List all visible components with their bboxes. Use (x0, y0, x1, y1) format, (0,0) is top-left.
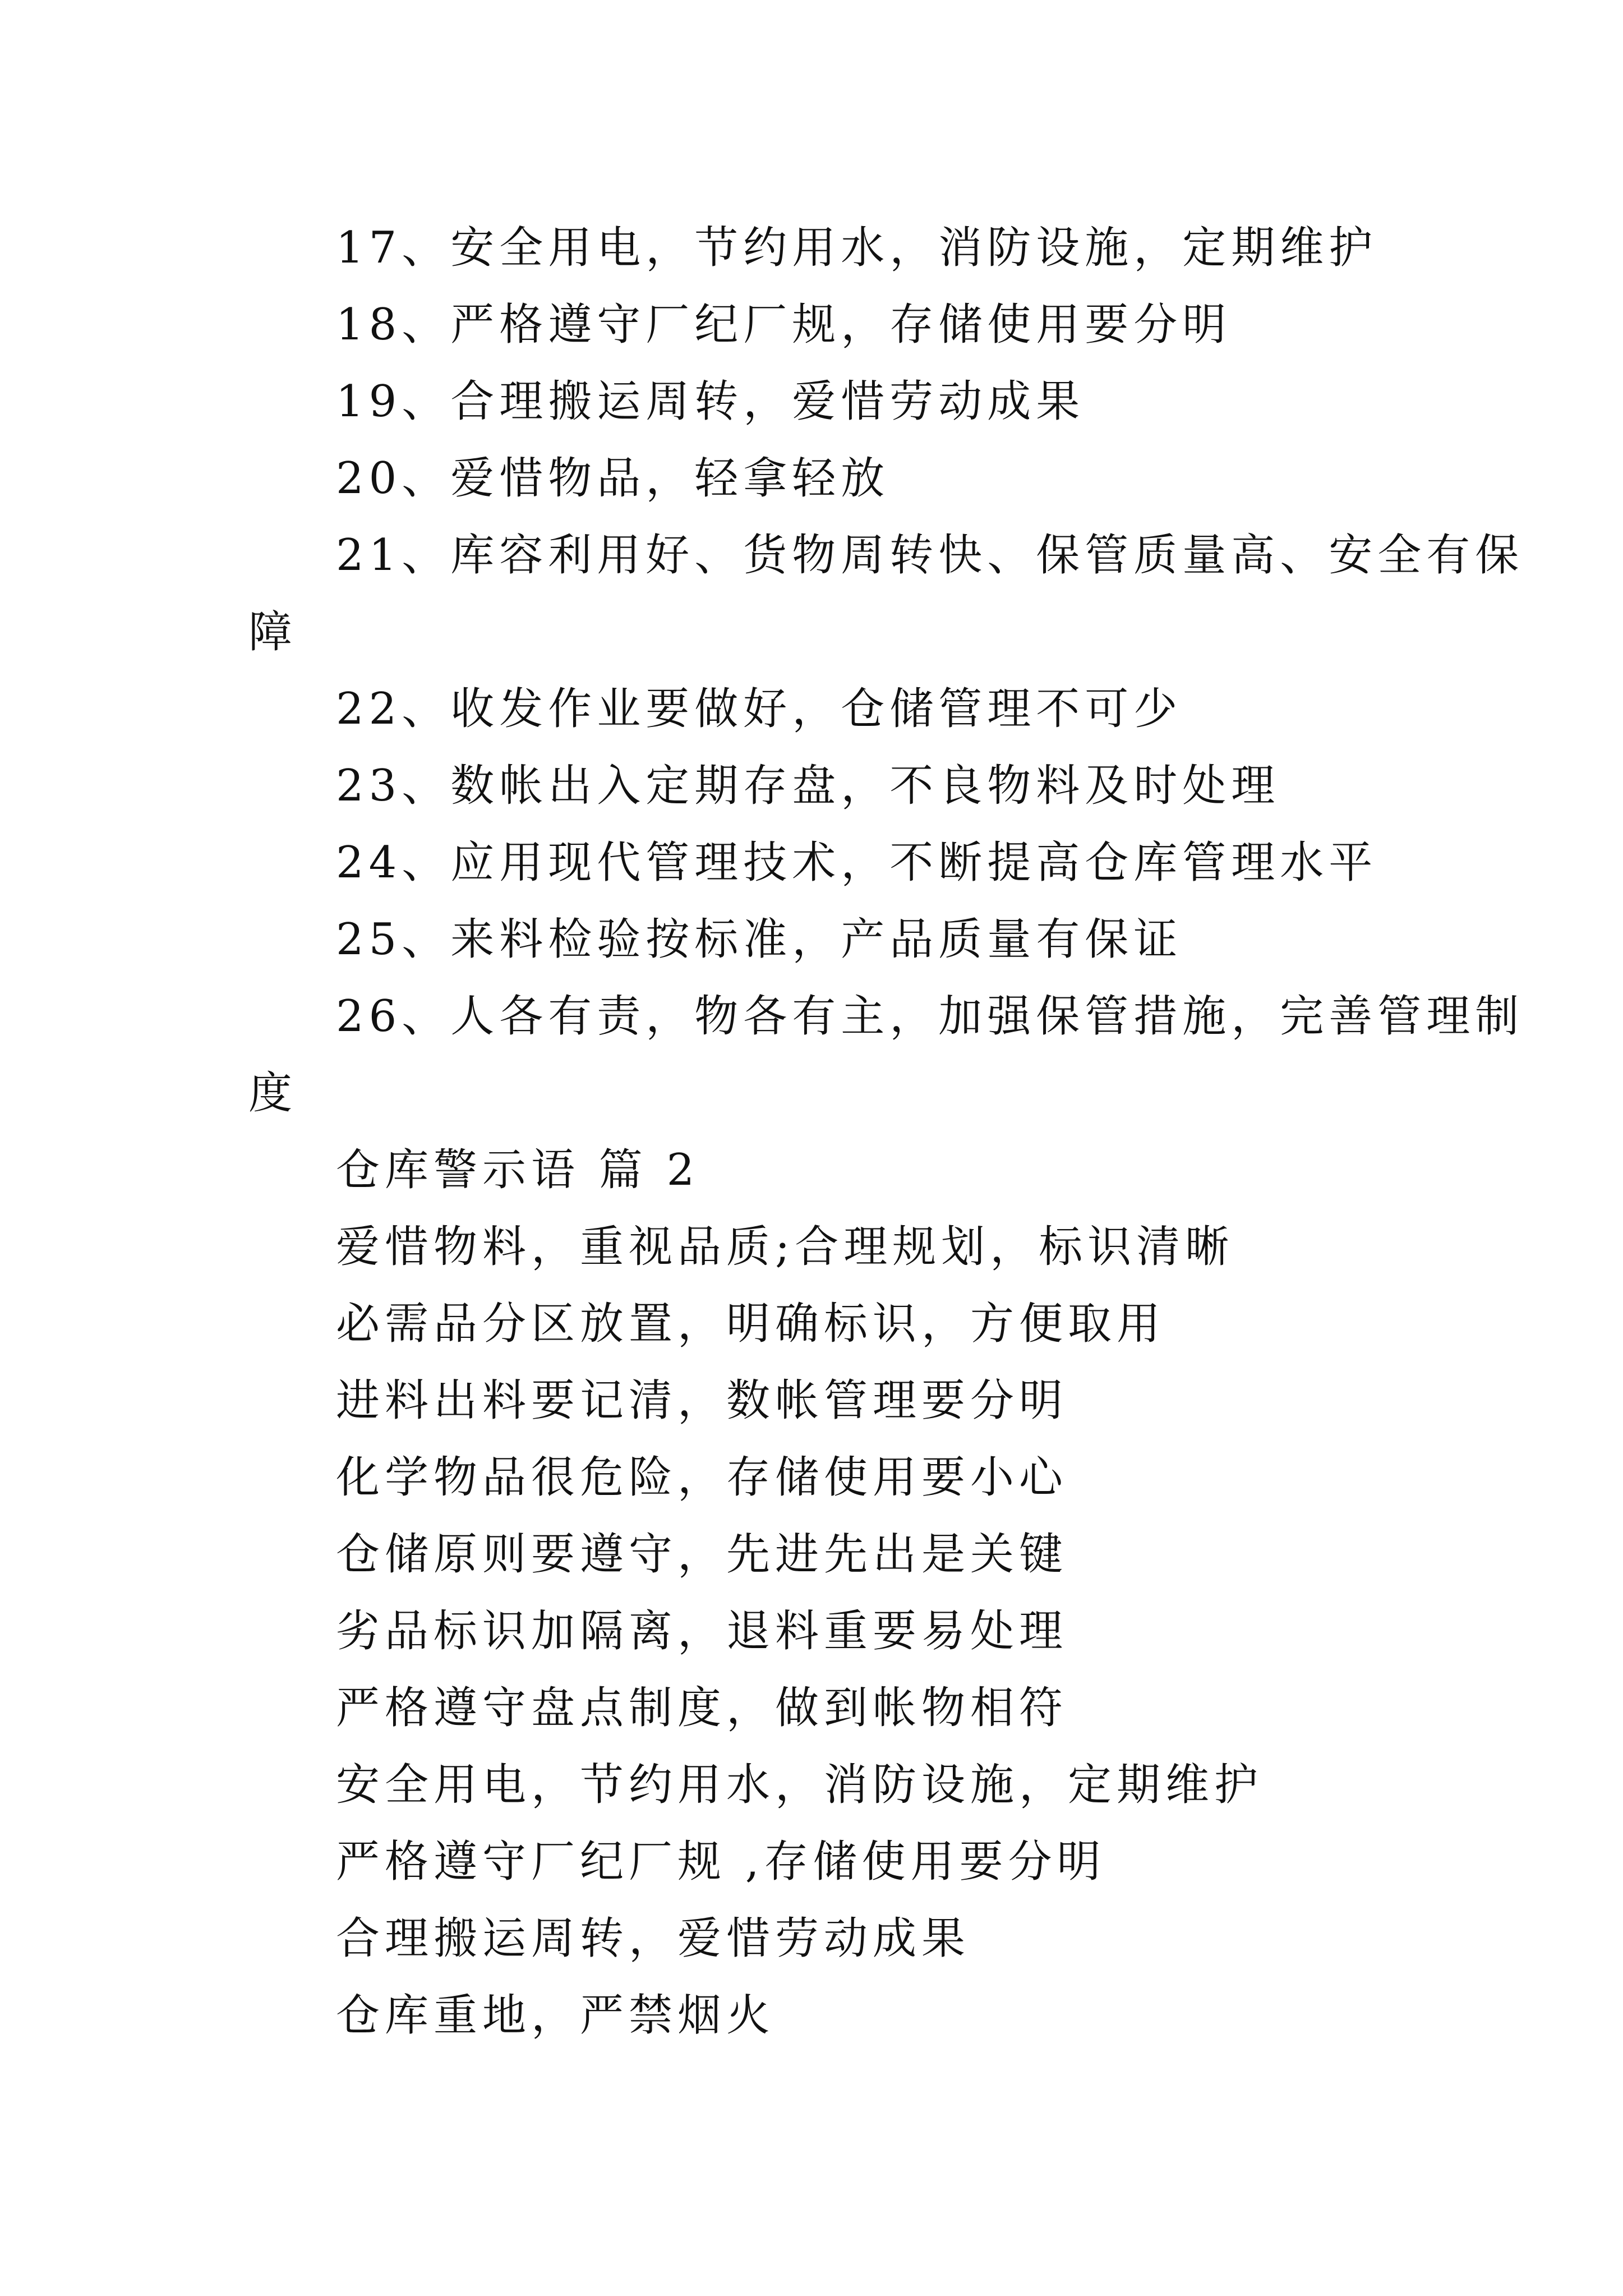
text-line-17: 17、安全用电，节约用水，消防设施，定期维护 (336, 223, 1378, 273)
text-line-20: 20、爱惜物品，轻拿轻放 (336, 453, 890, 504)
slogan-line: 合理搬运周转，爱惜劳动成果 (336, 1913, 971, 1964)
document-body (248, 210, 1524, 2054)
section-heading: 仓库警示语 篇 2 (336, 1145, 700, 1195)
slogan-line: 劣品标识加隔离，退料重要易处理 (336, 1606, 1068, 1657)
slogan-line: 进料出料要记清，数帐管理要分明 (336, 1375, 1068, 1426)
slogan-line: 必需品分区放置，明确标识，方便取用 (336, 1299, 1166, 1349)
text-line-26: 26、人各有责，物各有主，加强保管措施，完善管理制 (336, 991, 1524, 1042)
text-line-21: 21、库容利用好、货物周转快、保管质量高、安全有保 (336, 530, 1524, 581)
text-line-19: 19、合理搬运周转，爱惜劳动成果 (336, 376, 1085, 427)
text-line-23: 23、数帐出入定期存盘，不良物料及时处理 (336, 761, 1280, 811)
slogan-line: 严格遵守盘点制度，做到帐物相符 (336, 1683, 1068, 1733)
slogan-line: 仓储原则要遵守，先进先出是关键 (336, 1529, 1068, 1580)
slogan-line: 爱惜物料，重视品质;合理规划，标识清晰 (336, 1222, 1234, 1272)
slogan-line: 仓库重地，严禁烟火 (336, 1990, 776, 2041)
slogan-line: 化学物品很危险，存储使用要小心 (336, 1452, 1068, 1503)
slogan-line: 安全用电，节约用水，消防设施，定期维护 (336, 1760, 1264, 1810)
text-line-21-continued: 障 (248, 607, 298, 657)
text-line-24: 24、应用现代管理技术，不断提高仓库管理水平 (336, 838, 1378, 888)
text-line-25: 25、来料检验按标准，产品质量有保证 (336, 914, 1183, 965)
slogan-line: 严格遵守厂纪厂规 ,存储使用要分明 (336, 1837, 1106, 1887)
text-line-26-continued: 度 (248, 1068, 298, 1119)
text-line-18: 18、严格遵守厂纪厂规，存储使用要分明 (336, 300, 1232, 350)
text-line-22: 22、收发作业要做好，仓储管理不可少 (336, 684, 1183, 734)
